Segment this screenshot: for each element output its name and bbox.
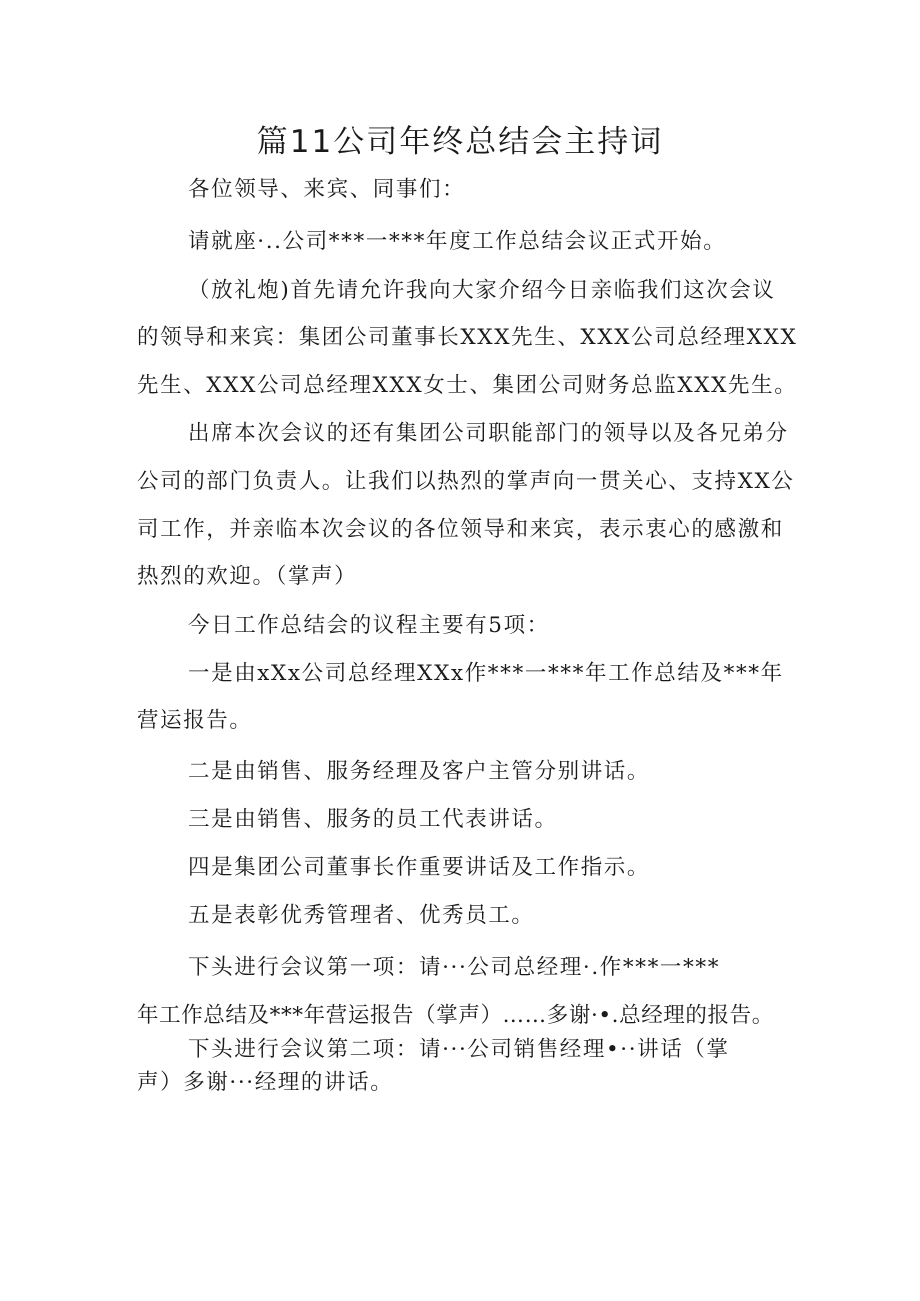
intro-line-1: （放礼炮)首先请允许我向大家介绍今日亲临我们这次会议 bbox=[188, 278, 776, 303]
intro-line-3: 先生、XXX公司总经理XXX女士、集团公司财务总监XXX先生。 bbox=[137, 373, 798, 398]
agenda-intro-line: 今日工作总结会的议程主要有5项： bbox=[188, 613, 550, 638]
attendees-line-1: 出席本次会议的还有集团公司职能部门的领导以及各兄弟分 bbox=[188, 421, 789, 446]
attendees-line-2: 公司的部门负责人。让我们以热烈的掌声向一贯关心、支持XX公 bbox=[137, 469, 795, 494]
intro-line-2: 的领导和来宾：集团公司董事长XXX先生、XXX公司总经理XXX bbox=[137, 325, 798, 350]
greeting-line: 各位领导、来宾、同事们： bbox=[188, 177, 466, 202]
agenda-item-2: 二是由销售、服务经理及客户主管分别讲话。 bbox=[188, 759, 651, 784]
second-item-line-1: 下头进行会议第二项：请···公司销售经理•··讲话（掌 bbox=[188, 1037, 730, 1062]
attendees-line-3: 司工作，并亲临本次会议的各位领导和来宾，表示衷心的感激和 bbox=[137, 517, 784, 542]
agenda-item-4: 四是集团公司董事长作重要讲话及工作指示。 bbox=[188, 855, 651, 880]
second-item-line-2: 声）多谢···经理的讲话。 bbox=[137, 1070, 394, 1095]
attendees-line-4: 热烈的欢迎。（掌声） bbox=[137, 564, 358, 589]
agenda-item-5: 五是表彰优秀管理者、优秀员工。 bbox=[188, 903, 535, 928]
agenda-item-3: 三是由销售、服务的员工代表讲话。 bbox=[188, 807, 558, 832]
opening-line: 请就座·..公司***一***年度工作总结会议正式开始。 bbox=[188, 229, 727, 254]
first-item-line-1: 下头进行会议第一项：请···公司总经理·.作***一*** bbox=[188, 955, 721, 980]
document-title: 篇11公司年终总结会主持词 bbox=[256, 124, 664, 160]
first-item-line-2: 年工作总结及***年营运报告（掌声）……多谢·•.总经理的报告。 bbox=[137, 1003, 774, 1028]
agenda-item-1-line-2: 营运报告。 bbox=[137, 708, 253, 733]
agenda-item-1-line-1: 一是由xXx公司总经理XXx作***一***年工作总结及***年 bbox=[188, 661, 784, 686]
